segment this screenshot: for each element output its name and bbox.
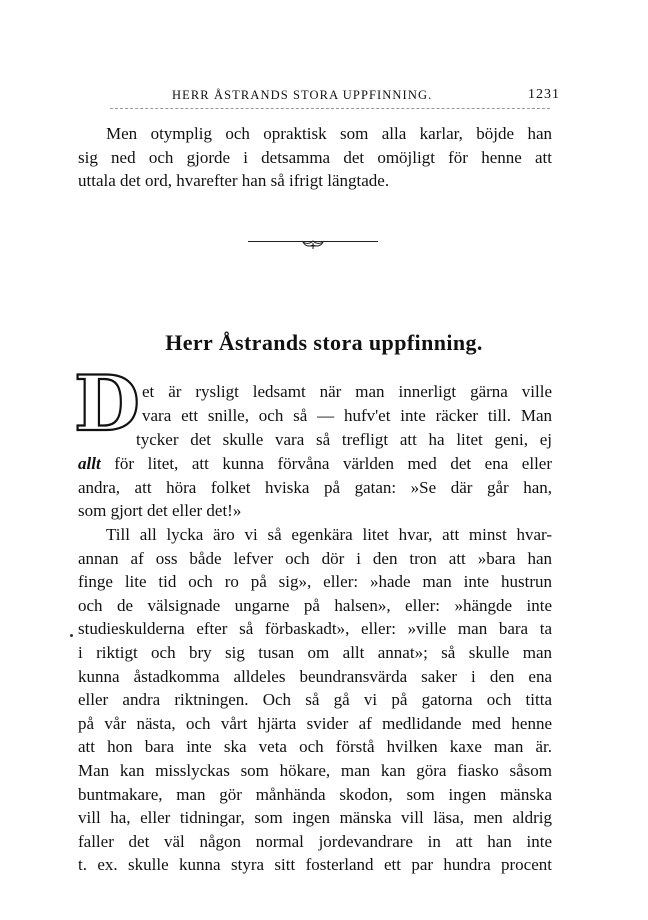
margin-speck — [70, 634, 73, 637]
header-rule — [110, 108, 550, 109]
text-fragment: för litet, att kunna förvåna världen med det ena eller — [114, 454, 553, 473]
fleuron-icon — [300, 240, 326, 250]
section-ornament — [248, 236, 378, 256]
text-line: uttala det ord, hvarefter han så ifrigt längtade. — [78, 171, 390, 191]
paragraph-2 — [78, 523, 552, 877]
page-number: 1231 — [528, 87, 560, 102]
emphasis-word: allt — [78, 454, 101, 473]
text-line: eller andra riktningen. Och så gå vi på gatorna och titta — [78, 690, 552, 710]
text-line: Men otymplig och opraktisk som alla karlar, böjde han — [106, 124, 552, 143]
text-line: t. ex. skulle kunna styra sitt fosterland ett par hundra procent — [78, 855, 552, 875]
text-line: finge lite tid och ro på sig», eller: »hade man inte hustrun — [78, 572, 552, 592]
text-line: som gjort det eller det!» — [78, 501, 242, 521]
previous-story-ending — [78, 122, 552, 193]
running-header — [120, 88, 560, 108]
text-line — [78, 452, 552, 476]
text-line: sig ned och gjorde i detsamma det omöjligt för henne att — [78, 147, 552, 167]
chapter-opening-paragraph — [78, 452, 552, 523]
text-line: att hon bara inte ska veta och förstå hvilken kaxe man är. — [78, 737, 552, 757]
running-title: HERR ÅSTRANDS STORA UPPFINNING. — [172, 88, 433, 102]
text-line: annan af oss både lefver och dör i den tron att »bara han — [78, 548, 552, 568]
text-line: et är rysligt ledsamt när man innerligt gärna ville — [142, 382, 552, 401]
text-line: Till all lycka äro vi så egenkära litet hvar, att minst hvar- — [106, 525, 552, 544]
text-line: kunna åstadkomma alldeles beundransvärda saker i den ena — [78, 666, 552, 686]
chapter-title: Herr Åstrands stora uppfinning. — [165, 330, 483, 355]
text-line: studieskulderna efter så förbaskadt», eller: »ville man bara ta — [78, 619, 552, 639]
text-line: andra, att höra folket hviska på gatan: »Se där går han, — [78, 477, 552, 497]
text-line: och de välsignade ungarne på halsen», eller: »hängde inte — [78, 595, 552, 615]
text-line: Man kan misslyckas som hökare, man kan göra fiasko såsom — [78, 760, 552, 780]
text-line: faller det väl någon normal jordevandrare in att han inte — [78, 831, 552, 851]
text-line: buntmakare, man gör månhända skodon, som ingen mänska — [78, 784, 552, 804]
text-line: på vår nästa, och vårt hjärta svider af medlidande med henne — [78, 713, 552, 733]
text-line: i riktigt och bry sig tusan om allt annat»; så skulle man — [78, 642, 552, 662]
drop-cap — [74, 359, 140, 448]
text-line: tycker det skulle vara så trefligt att ha litet geni, ej — [136, 430, 552, 449]
text-line: vill ha, eller tidningar, som ingen mänska vill läsa, men aldrig — [78, 808, 552, 828]
text-line: vara ett snille, och så — hufv'et inte räcker till. Man — [142, 406, 552, 425]
drop-cap-letter: D — [74, 359, 140, 448]
